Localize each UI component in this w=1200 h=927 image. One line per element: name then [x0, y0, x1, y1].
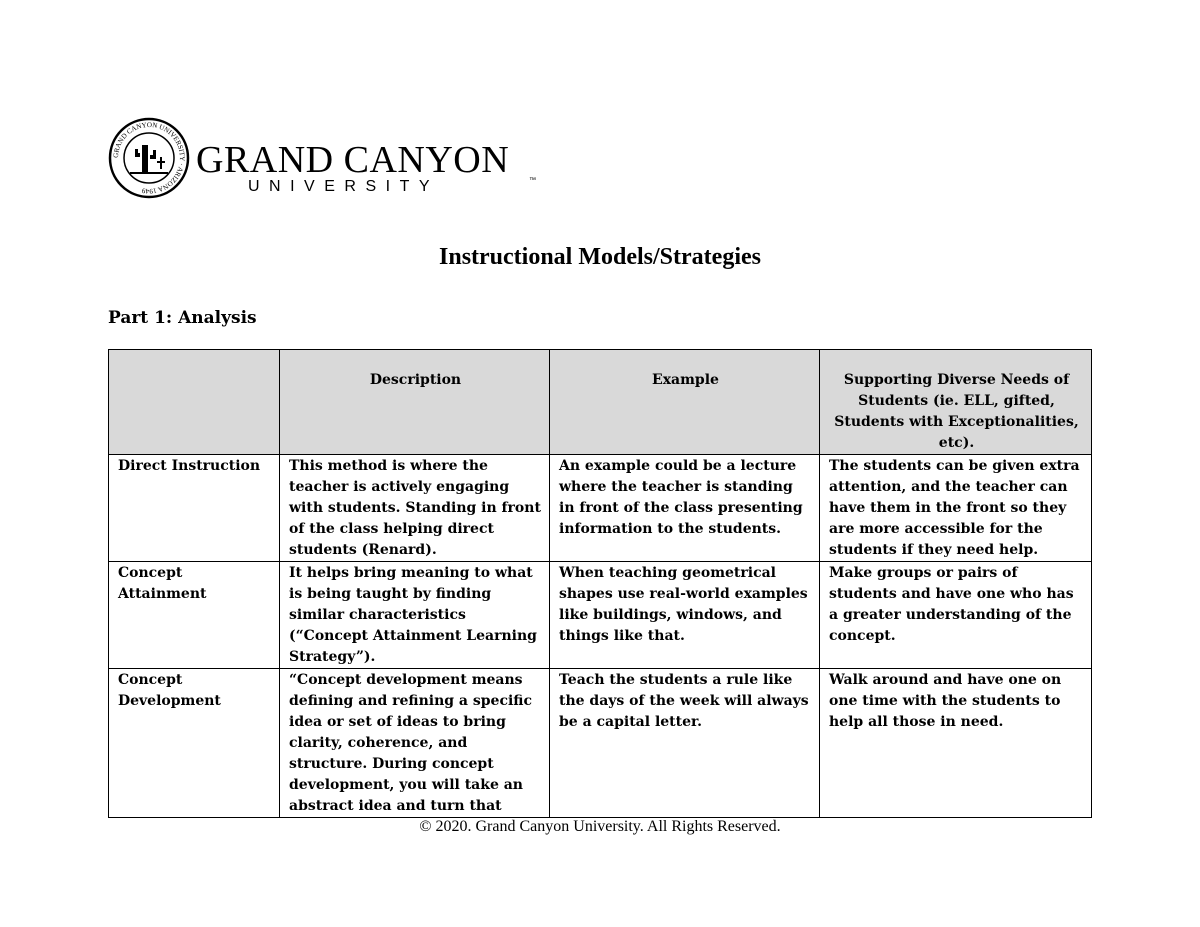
logo-trademark: ™ — [529, 177, 536, 184]
logo-subtitle: UNIVERSITY — [248, 178, 440, 195]
cell-example: Teach the students a rule like the days of the week will always be a capital letter. — [550, 669, 820, 818]
university-seal-icon — [108, 117, 190, 199]
cell-description: “Concept development means defining and refining a specific idea or set of ideas to bring clarity, coherence, and structure. During concept development, you will take an abstract idea and turn that — [280, 669, 550, 818]
table-row — [109, 455, 1092, 562]
header-model — [109, 350, 280, 455]
table-row — [109, 669, 1092, 818]
table-row — [109, 562, 1092, 669]
header-description: Description — [280, 350, 550, 455]
document-title: Instructional Models/Strategies — [439, 244, 761, 270]
cell-support: Walk around and have one on one time with the students to help all those in need. — [820, 669, 1092, 818]
part-heading: Part 1: Analysis — [108, 308, 257, 328]
cell-model: Concept Development — [109, 669, 280, 818]
cell-model: Direct Instruction — [109, 455, 280, 562]
table-header-row — [109, 350, 1092, 455]
instructional-models-table — [108, 349, 1092, 818]
cell-example: When teaching geometrical shapes use real-world examples like buildings, windows, and things like that. — [550, 562, 820, 669]
cell-support: The students can be given extra attention, and the teacher can have them in the front so they are more accessible for the students if they need help. — [820, 455, 1092, 562]
copyright-footer: © 2020. Grand Canyon University. All Rights Reserved. — [419, 818, 781, 835]
header-supporting-diverse-needs: Supporting Diverse Needs of Students (ie. ELL, gifted, Students with Exceptionalities, etc). — [820, 350, 1092, 455]
cell-description: This method is where the teacher is actively engaging with students. Standing in front of the class helping direct students (Renard). — [280, 455, 550, 562]
svg-text:GRAND CANYON UNIVERSITY · ARIZ: GRAND CANYON UNIVERSITY · ARIZONA 1949 — [111, 120, 187, 196]
cell-support: Make groups or pairs of students and have one who has a greater understanding of the concept. — [820, 562, 1092, 669]
cell-description: It helps bring meaning to what is being taught by finding similar characteristics (“Concept Attainment Learning Strategy”). — [280, 562, 550, 669]
cell-model: Concept Attainment — [109, 562, 280, 669]
logo-wordmark: GRAND CANYON — [196, 139, 510, 181]
cell-example: An example could be a lecture where the teacher is standing in front of the class presenting information to the students. — [550, 455, 820, 562]
header-example: Example — [550, 350, 820, 455]
university-logo — [108, 117, 536, 201]
